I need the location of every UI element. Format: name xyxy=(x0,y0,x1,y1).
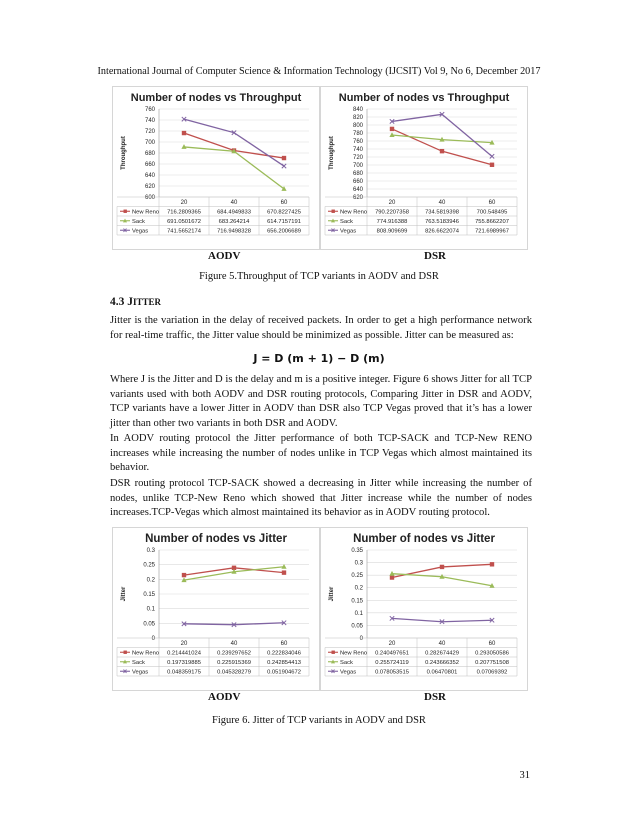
x-tick-label: 60 xyxy=(488,200,496,206)
chart-title: Number of nodes vs Throughput xyxy=(130,92,302,104)
data-point-newreno xyxy=(390,127,394,131)
section-heading xyxy=(110,296,161,308)
x-tick-label: 40 xyxy=(438,641,446,647)
x-tick-label: 40 xyxy=(230,641,238,647)
data-point-newreno xyxy=(282,156,286,160)
data-point-newreno xyxy=(282,570,286,574)
legend-label-newreno: New Reno xyxy=(132,650,160,657)
throughput-aodv-chart xyxy=(113,87,319,249)
table-value: 0.045328279 xyxy=(217,669,251,676)
y-axis-label: Jitter xyxy=(329,586,335,602)
y-tick-label: 0.3 xyxy=(146,548,155,554)
y-tick-label: 0.25 xyxy=(143,562,155,569)
figure6-caption: Figure 6. Jitter of TCP variants in AODV and DSR xyxy=(212,715,426,726)
x-tick-label: 20 xyxy=(388,200,396,206)
table-value: 774.916388 xyxy=(376,218,408,225)
table-value: 0.255724119 xyxy=(375,659,409,666)
x-tick-label: 20 xyxy=(388,641,396,647)
table-value: 808.909699 xyxy=(376,228,408,235)
table-value: 734.5819398 xyxy=(425,209,459,216)
y-tick-label: 800 xyxy=(352,123,363,129)
data-point-newreno xyxy=(440,149,444,153)
table-value: 826.6622074 xyxy=(425,228,459,235)
x-tick-label: 20 xyxy=(180,641,188,647)
y-tick-label: 0.1 xyxy=(146,606,155,613)
y-tick-label: 760 xyxy=(144,107,155,113)
y-tick-label: 760 xyxy=(352,139,363,145)
paragraph-4: DSR routing protocol TCP-SACK showed a decreasing in Jitter while increasing the number of nodes, unlike TCP-New Reno which showed that Jitter increase while the number of nodes increases.TCP-Vegas which almost maintained its behavior as in AODV routing protocol. xyxy=(110,478,532,519)
figure5-caption: Figure 5.Throughput of TCP variants in AODV and DSR xyxy=(199,271,439,282)
paragraph-1: Jitter is the variation in the delay of received packets. In order to get a high performance network for real-time traffic, the Jitter value should be minimized as possible. Jitter can be measured as: xyxy=(110,315,532,341)
data-point-vegas xyxy=(282,164,286,168)
figure6-dsr-label: DSR xyxy=(424,691,447,703)
series-line-newreno xyxy=(184,133,284,158)
y-tick-label: 840 xyxy=(352,107,363,113)
table-value: 0.282674429 xyxy=(425,650,459,657)
table-value: 721.6989967 xyxy=(475,228,509,235)
x-tick-label: 60 xyxy=(280,641,288,647)
jitter-formula: J = D (m + 1) − D (m) xyxy=(253,352,385,365)
legend-label-vegas: Vegas xyxy=(340,228,357,235)
table-value: 0.07069392 xyxy=(476,669,508,676)
y-tick-label: 660 xyxy=(352,179,363,185)
section-title-first: J xyxy=(127,296,133,308)
table-value: 0.051904672 xyxy=(267,669,301,676)
data-point-newreno xyxy=(182,131,186,135)
table-value: 0.293050586 xyxy=(475,650,509,657)
y-axis-label: Jitter xyxy=(121,586,127,602)
paragraph-2: Where J is the Jitter and D is the delay and m is a positive integer. Figure 6 shows Jitter for all TCP variants used with both AODV and DSR routing protocols, Comparing Jitter in DSR and AODV, TCP variants have a lower Jitter in AODV than DSR also TCP Vegas proved that it’s has a lower jitter than other two variants in both DSR and AODV. xyxy=(110,374,532,429)
table-value: 0.240497651 xyxy=(375,650,409,657)
jitter-aodv-chart-frame xyxy=(112,527,320,691)
series-line-newreno xyxy=(392,129,492,165)
table-value: 684.4949833 xyxy=(217,209,251,216)
table-value: 691.0501672 xyxy=(167,218,201,225)
x-tick-label: 20 xyxy=(180,200,188,206)
y-tick-label: 740 xyxy=(352,147,363,153)
y-tick-label: 0.3 xyxy=(354,560,363,567)
y-tick-label: 780 xyxy=(352,131,363,137)
figure5-aodv-label: AODV xyxy=(208,250,241,262)
jitter-dsr-chart-frame xyxy=(320,527,528,691)
legend-marker-newreno xyxy=(332,651,335,654)
data-point-newreno xyxy=(490,562,494,566)
table-value: 0.078053515 xyxy=(375,669,409,676)
table-value: 763.5183946 xyxy=(425,218,459,225)
x-tick-label: 40 xyxy=(438,200,446,206)
x-tick-label: 60 xyxy=(280,200,288,206)
y-tick-label: 0.25 xyxy=(351,573,363,580)
throughput-dsr-chart-frame xyxy=(320,86,528,250)
table-value: 700.548495 xyxy=(476,209,508,216)
table-value: 716.9498328 xyxy=(217,228,251,235)
legend-label-sack: Sack xyxy=(340,659,353,666)
x-tick-label: 60 xyxy=(488,641,496,647)
table-value: 0.239297652 xyxy=(217,650,251,657)
y-tick-label: 620 xyxy=(352,195,363,201)
table-value: 0.214441024 xyxy=(167,650,201,657)
legend-label-sack: Sack xyxy=(132,218,145,225)
y-tick-label: 0 xyxy=(151,636,155,642)
section-title-rest: ITTER xyxy=(133,297,162,307)
table-value: 0.207751508 xyxy=(475,659,509,666)
y-tick-label: 0.2 xyxy=(146,577,155,584)
chart-title: Number of nodes vs Throughput xyxy=(338,92,510,104)
table-value: 716.2809365 xyxy=(167,209,201,216)
y-tick-label: 720 xyxy=(352,155,363,161)
y-tick-label: 0.2 xyxy=(354,585,363,592)
y-tick-label: 720 xyxy=(144,129,155,135)
y-axis-label: Throughput xyxy=(121,136,127,170)
legend-label-sack: Sack xyxy=(132,659,145,666)
section-number: 4.3 xyxy=(110,296,125,308)
y-tick-label: 660 xyxy=(144,162,155,168)
y-axis-label: Throughput xyxy=(329,136,335,170)
y-tick-label: 640 xyxy=(144,173,155,179)
data-point-newreno xyxy=(182,573,186,577)
legend-label-newreno: New Reno xyxy=(132,209,160,216)
jitter-aodv-chart xyxy=(113,528,319,690)
table-value: 741.5652174 xyxy=(167,228,201,235)
legend-label-vegas: Vegas xyxy=(132,669,149,676)
legend-label-vegas: Vegas xyxy=(340,669,357,676)
paragraph-3: In AODV routing protocol the Jitter performance of both TCP-SACK and TCP-New RENO increases while increasing the number of nodes unlike in TCP Vegas which almost maintained its behavior. xyxy=(110,433,532,474)
throughput-aodv-chart-frame xyxy=(112,86,320,250)
table-value: 0.048359175 xyxy=(167,669,201,676)
chart-title: Number of nodes vs Jitter xyxy=(353,533,495,545)
y-tick-label: 0.05 xyxy=(143,621,155,628)
y-tick-label: 0.15 xyxy=(351,598,363,605)
y-tick-label: 680 xyxy=(352,171,363,177)
x-tick-label: 40 xyxy=(230,200,238,206)
y-tick-label: 700 xyxy=(144,140,155,146)
table-value: 0.225915369 xyxy=(217,659,251,666)
figure5-dsr-label: DSR xyxy=(424,250,447,262)
figure6-aodv-label: AODV xyxy=(208,691,241,703)
y-tick-label: 0.35 xyxy=(351,548,363,554)
legend-marker-newreno xyxy=(124,210,127,213)
y-tick-label: 680 xyxy=(144,151,155,157)
table-value: 0.222834046 xyxy=(267,650,301,657)
legend-marker-newreno xyxy=(332,210,335,213)
table-value: 656.2006689 xyxy=(267,228,301,235)
y-tick-label: 0 xyxy=(359,636,363,642)
table-value: 0.243666352 xyxy=(425,659,459,666)
table-value: 0.06470801 xyxy=(426,669,458,676)
table-value: 670.8227425 xyxy=(267,209,301,216)
legend-label-sack: Sack xyxy=(340,218,353,225)
y-tick-label: 0.05 xyxy=(351,623,363,630)
legend-label-newreno: New Reno xyxy=(340,209,368,216)
chart-title: Number of nodes vs Jitter xyxy=(145,533,287,545)
legend-marker-newreno xyxy=(124,651,127,654)
y-tick-label: 600 xyxy=(144,195,155,201)
legend-label-vegas: Vegas xyxy=(132,228,149,235)
table-value: 0.242854413 xyxy=(267,659,301,666)
y-tick-label: 700 xyxy=(352,163,363,169)
data-point-newreno xyxy=(390,575,394,579)
data-point-vegas xyxy=(490,154,494,158)
table-value: 790.2207358 xyxy=(375,209,409,216)
y-tick-label: 820 xyxy=(352,115,363,121)
y-tick-label: 0.15 xyxy=(143,592,155,598)
table-value: 614.7157191 xyxy=(267,218,301,225)
y-tick-label: 640 xyxy=(352,187,363,193)
legend-label-newreno: New Reno xyxy=(340,650,368,657)
data-point-newreno xyxy=(440,565,444,569)
data-point-newreno xyxy=(490,163,494,167)
jitter-dsr-chart xyxy=(321,528,527,690)
table-value: 0.197319885 xyxy=(167,659,201,666)
table-value: 683.264214 xyxy=(218,218,250,225)
y-tick-label: 620 xyxy=(144,184,155,190)
journal-header: International Journal of Computer Science & Information Technology (IJCSIT) Vol 9, No 6, December 2017 xyxy=(97,66,541,77)
y-tick-label: 740 xyxy=(144,118,155,124)
series-line-vegas xyxy=(184,119,284,166)
y-tick-label: 0.1 xyxy=(354,610,363,617)
throughput-dsr-chart xyxy=(321,87,527,249)
page-number: 31 xyxy=(519,770,530,781)
table-value: 755.8662207 xyxy=(475,218,509,225)
